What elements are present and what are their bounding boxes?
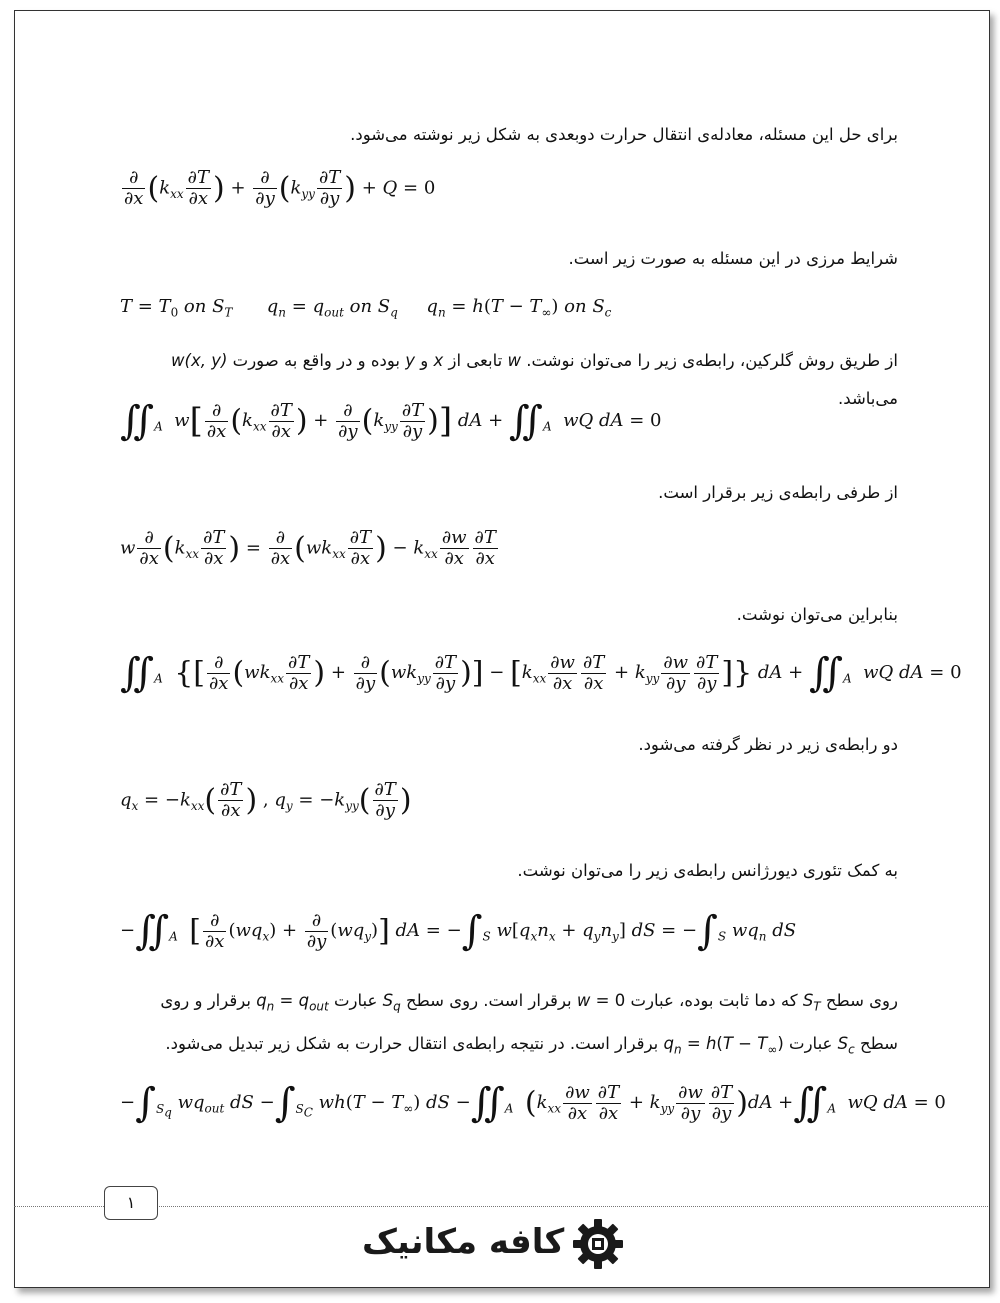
equation-product-rule: w $\frac{\partial}{\partial x}$ ($k_{xx}$ $\frac{\partial T}{\partial x}$ ) = $\frac{\partial}{\partial x}$ ($wk_{xx}$ $\frac{\partial T}{\partial x}$ ) − $k_{xx}$ $\frac{\partial w}{\partial x}$ $\frac{\partial T}{\partial x}$ <box>120 527 496 569</box>
paragraph-2: شرایط مرزی در این مسئله به صورت زیر است. <box>568 249 898 268</box>
logo <box>362 1216 632 1272</box>
paragraph-3: از طریق روش گلرکین، رابطه‌ی زیر را می‌توان نوشت. w تابعی از x و y بوده و در واقع به صورت w(x, y) می‌باشد. <box>171 351 898 408</box>
paragraph-7: به کمک تئوری دیورژانس رابطه‌ی زیر را می‌توان نوشت. <box>517 861 898 880</box>
paragraph-6: دو رابطه‌ی زیر در نظر گرفته می‌شود. <box>638 735 898 754</box>
logo-text: کافه مکانیک <box>362 1222 565 1262</box>
paragraph-8: روی سطح $S_T$ که دما ثابت بوده، عبارت w = 0 برقرار است. روی سطح $S_q$ عبارت $q_n = q_{out}$ برقرار و روی سطح $S_c$ عبارت $q_n = h(T - T_\infty)$ برقرار است. در نتیجه رابطه‌ی انتقال حرارت به شکل زیر تبدیل می‌شود. <box>160 991 898 1057</box>
footer-divider <box>14 1206 988 1207</box>
equation-expanded: $∬_A$ {[ $\frac{\partial}{\partial x}$ ($wk_{xx}$ $\frac{\partial T}{\partial x}$ ) + $\frac{\partial}{\partial y}$ ($wk_{yy}$ $\frac{\partial T}{\partial y}$ )] − [$k_{xx}$ $\frac{\partial w}{\partial x}$ $\frac{\partial T}{\partial x}$ + $k_{yy}$ $\frac{\partial w}{\partial y}$ $\frac{\partial T}{\partial y}$ ]} dA + $∬_A$ wQ dA = 0 <box>120 650 962 696</box>
page-number: ۱ <box>104 1186 158 1220</box>
paragraph-4: از طرفی رابطه‌ی زیر برقرار است. <box>658 483 898 502</box>
paragraph-1: برای حل این مسئله، معادله‌ی انتقال حرارت دوبعدی به شکل زیر نوشته می‌شود. <box>350 125 898 144</box>
gear-icon <box>570 1218 626 1270</box>
equation-final: $-\int_{S_q}$ $wq_{out}$ dS $-\int_{S_C}$ $wh(T - T_\infty)$ dS $-∬_A$ ($k_{xx}$ $\frac{\partial w}{\partial x}$ $\frac{\partial T}{\partial x}$ + $k_{yy}$ $\frac{\partial w}{\partial y}$ $\frac{\partial T}{\partial y}$ )$dA +∬_A$ wQ dA = 0 <box>120 1080 946 1126</box>
equation-galerkin: $∬_A$ w[ $\frac{\partial}{\partial x}$ ($k_{xx}$ $\frac{\partial T}{\partial x}$ ) + $\frac{\partial}{\partial y}$ ($k_{yy}$ $\frac{\partial T}{\partial y}$ )] dA + $∬_A$ wQ dA = 0 <box>120 398 662 444</box>
paragraph-5: بنابراین می‌توان نوشت. <box>736 605 898 624</box>
equation-boundary-conditions: $T = T_0$ on $S_T$ $q_n = q_{out}$ on $S_q$ $q_n = h(T - T_\infty)$ on $S_c$ <box>120 296 612 320</box>
equation-divergence: $-∬_A$ [ $\frac{\partial}{\partial x}$ $(wq_x)$ + $\frac{\partial}{\partial y}$ $(wq_y)$] dA = $-\int_S$ $w[q_xn_x + q_yn_y]$ dS = $-\int_S$ $wq_n$ dS <box>120 908 797 954</box>
equation-heat-2d: $\frac{\partial}{\partial x}$ ($k_{xx}$ $\frac{\partial T}{\partial x}$ ) + $\frac{\partial}{\partial y}$ ($k_{yy}$ $\frac{\partial T}{\partial y}$ ) + Q = 0 <box>124 167 436 209</box>
equation-flux-definitions: $q_x = -k_{xx}$( $\frac{\partial T}{\partial x}$ ) , $q_y = -k_{yy}$( $\frac{\partial T}{\partial y}$ ) <box>120 779 412 821</box>
